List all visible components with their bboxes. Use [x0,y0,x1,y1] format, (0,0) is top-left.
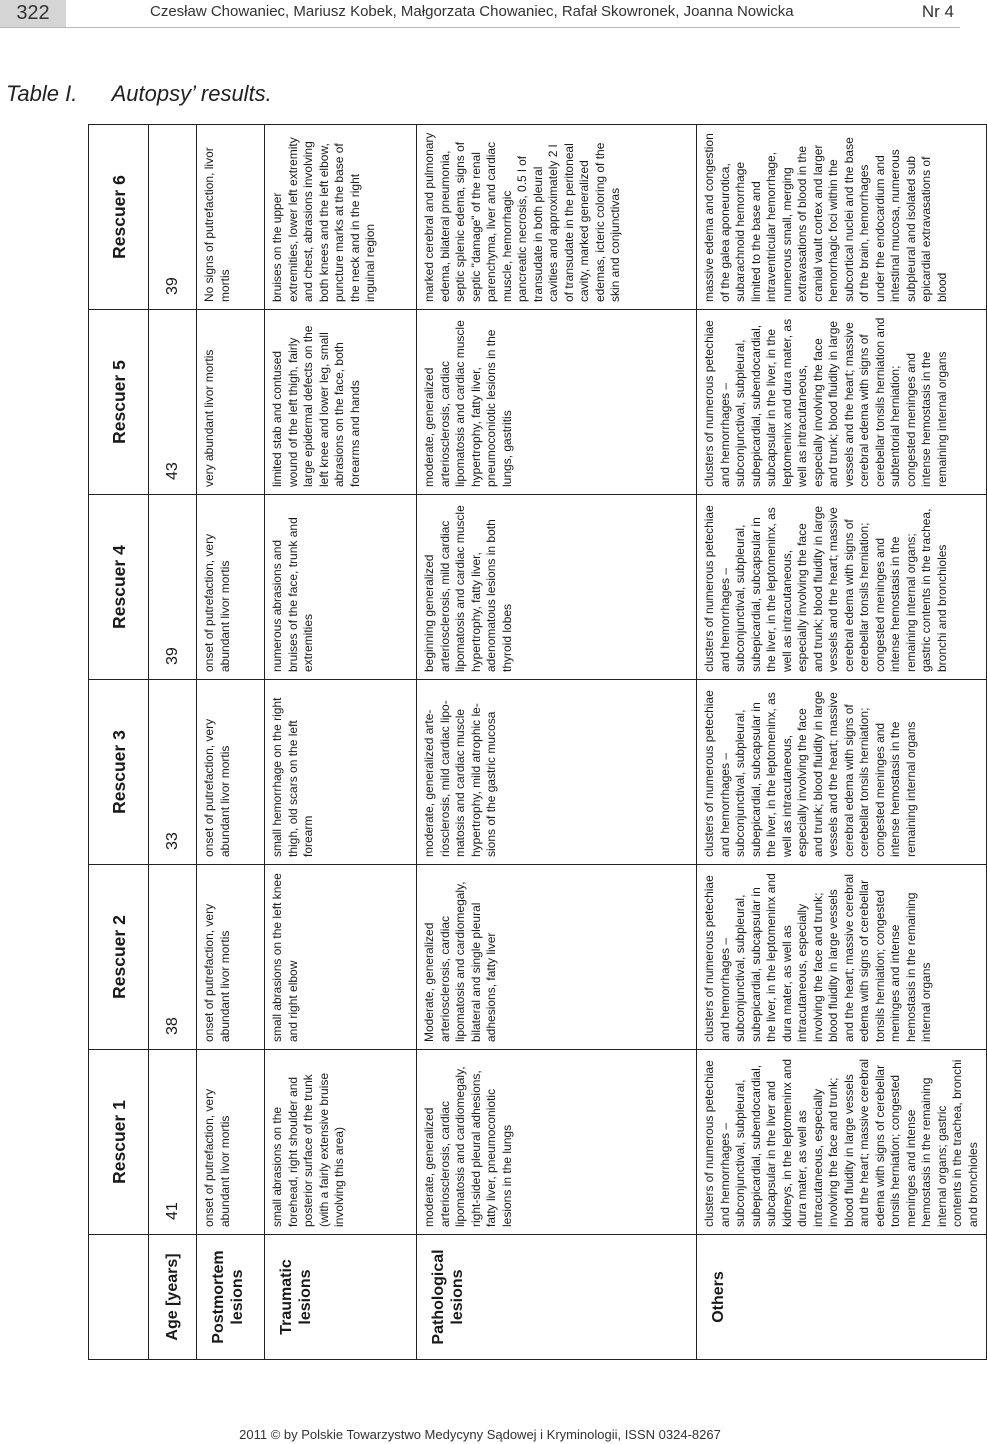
row-label: Pathological lesions [417,1235,697,1360]
header-issue: Nr 4 [921,2,954,21]
running-header [0,0,960,28]
table-cell: very abundant livor mortis [197,310,265,495]
table-cell: 39 [149,495,197,680]
row-label: Others [697,1235,987,1360]
table-cell: marked cerebral and pulmonary edema, bilateral pneumonia, septic splenic edema, signs of septic "damage" of the renal parenchyma, liver and cardiac muscle, hemorrhagic pancreatic necrosis, 0.5 l of transudate in both pleural cavities and approximately 2 l of transudate in the peritoneal cavity, marked generalized edemas, icteric coloring of the skin and conjunctivas [417,125,697,310]
table-cell: limited stab and contused wound of the left thigh, fairly large epidermal defects on the left knee and lower leg, small abrasions on the face, both forearms and hands [265,310,417,495]
table-cell: onset of putrefaction, very abundant livor mortis [197,865,265,1050]
row-label: Age [years] [149,1235,197,1360]
table-cell: numerous abrasions and bruises of the face, trunk and extremities [265,495,417,680]
table-cell: small abrasions on the forehead, right shoulder and posterior surface of the trunk (with a fairly extensive bruise involving this area) [265,1050,417,1235]
table-cell: 39 [149,125,197,310]
table-label: Table I. [6,81,78,106]
table-cell: 38 [149,865,197,1050]
page-number: 322 [0,0,66,27]
column-header: Rescuer 2 [89,865,149,1050]
table-cell: small hemorrhage on the right thigh, old scars on the left forearm [265,680,417,865]
table-cell: No signs of putrefaction, livor mortis [197,125,265,310]
table-cell: beginning generalized arteriosclerosis, mild cardiac lipomatosis and cardiac muscle hypertrophy, fatty liver, adenomatous lesions in both thyroid lobes [417,495,697,680]
table-header-row [89,125,149,1360]
table-cell: clusters of numerous petechiae and hemorrhages – subconjunctival, subpleural, subepicardial, subendocardial, subcapsular in the liver, in the leptomeninx and dura mater, as well as intracutaneous, especially involving the face and trunk; blood fluidity in large vessels and the heart; massive cerebral edema with signs of cerebellar tonsils herniation and subtentorial herniation; congested meninges and intense hemostasis in the remaining internal organs [697,310,987,495]
table-cell: clusters of numerous petechiae and hemorrhages – subconjunctival, subpleural, subepicardial, subcapsular in the liver, in the leptomeninx and dura mater, as well as intracutaneous, especially involving the face and trunk; blood fluidity in large vessels and the heart; massive cerebral edema with signs of cerebellar tonsils herniation; congested meninges and intense hemostasis in the remaining internal organs [697,865,987,1050]
table-cell: onset of putrefaction, very abundant livor mortis [197,1050,265,1235]
table-cell: clusters of numerous petechiae and hemorrhages – subconjunctival, subpleural, subepicardial, subcapsular in the liver, in the leptomeninx, as well as intracutaneous, especially involving the face and trunk; blood fluidity in large vessels and the heart; massive cerebral edema with signs of cerebellar tonsils herniation; congested meninges and intense hemostasis in the remaining internal organs [697,680,987,865]
column-header: Rescuer 3 [89,680,149,865]
table-cell: onset of putrefaction, very abundant livor mortis [197,495,265,680]
copyright-footer: 2011 © by Polskie Towarzystwo Medycyny Sądowej i Kryminologii, ISSN 0324-8267 [239,1427,721,1442]
autopsy-results-table [88,124,987,1360]
table-row [197,125,265,1360]
column-header: Rescuer 5 [89,310,149,495]
table-cell: moderate, generalized arteriosclerosis, cardiac lipomatosis and cardiac muscle hypertrophy, fatty liver, pneumoconiotic lesions in the lungs, gastritis [417,310,697,495]
table-cell: 33 [149,680,197,865]
table-caption [6,80,272,108]
table-cell: 41 [149,1050,197,1235]
table-cell: massive edema and congestion of the galea aponeurotica, subarachnoid hemorrhage limited to the base and intraventricular hemorrhage, numerous small, merging extravasations of blood in the cranial vault cortex and larger hemorrhagic foci within the subcortical nuclei and the base of the brain, hemorrhages under the endocardium and intestinal mucosa, numerous subpleural and isolated sub epicardial extravasations of blood [697,125,987,310]
table-cell: bruises on the upper extremities, lower left extremity and chest, abrasions involving both knees and the left elbow, puncture marks at the base of the neck and in the right inguinal region [265,125,417,310]
rotated-table-wrapper [88,125,980,1360]
column-header: Rescuer 4 [89,495,149,680]
corner-cell [89,1235,149,1360]
table-title: Autopsy’ results. [111,81,272,106]
column-header: Rescuer 6 [89,125,149,310]
row-label: Postmortem lesions [197,1235,265,1360]
table-cell: clusters of numerous petechiae and hemorrhages – subconjunctival, subpleural, subepicardial, subendocardial, subcapsular in the liver and kidneys, in the leptomeninx and dura mater, as well as intracutaneous, especially involving the face and trunk; blood fluidity in large vessels and the heart; massive cerebral edema with signs of cerebellar tonsils herniation; congested meninges and intense hemostasis in the remaining internal organs; gastric contents in the trachea, bronchi and bronchioles [697,1050,987,1235]
table-cell: 43 [149,310,197,495]
table-cell: clusters of numerous petechiae and hemorrhages – subconjunctival, subpleural, subepicardial, subcapsular in the liver, in the leptomeninx, as well as intracutaneous, especially involving the face and trunk; blood fluidity in large vessels and the heart; massive cerebral edema with signs of cerebellar tonsils herniation; congested meninges and intense hemostasis in the remaining internal organs; gastric contents in the trachea, bronchi and bronchioles [697,495,987,680]
table-row [149,125,197,1360]
table-cell: moderate, generalized arteriosclerosis, mild cardiac lipomatosis and cardiac muscle hypertrophy, mild atrophic lesions of the gastric mucosa [417,680,697,865]
column-header: Rescuer 1 [89,1050,149,1235]
header-authors: Czesław Chowaniec, Mariusz Kobek, Małgorzata Chowaniec, Rafał Skowronek, Joanna Nowicka [150,3,794,20]
table-row [265,125,417,1360]
table-cell: moderate, generalized arteriosclerosis, cardiac lipomatosis and cardiomegaly, right-sided pleural adhesions, fatty liver, pneumoconiotic lesions in the lungs [417,1050,697,1235]
table-cell: onset of putrefaction, very abundant livor mortis [197,680,265,865]
table-row [417,125,697,1360]
row-label: Traumatic lesions [265,1235,417,1360]
table-cell: Moderate, generalized arteriosclerosis, cardiac lipomatosis and cardiomegaly, bilateral and single pleural adhesions, fatty liver [417,865,697,1050]
table-row [697,125,987,1360]
table-cell: small abrasions on the left knee and right elbow [265,865,417,1050]
